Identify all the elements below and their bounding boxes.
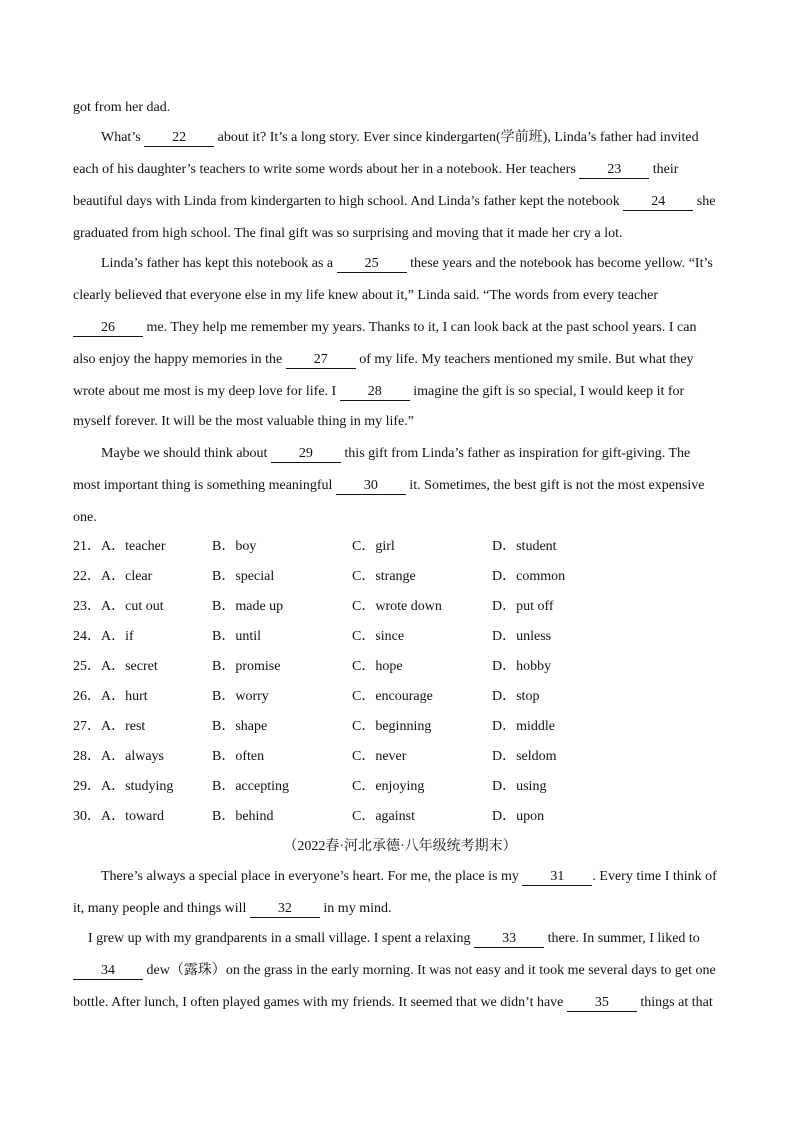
option-d[interactable]: D．stop: [492, 689, 540, 704]
text-segment: these years and the notebook has become yellow. “It’s: [406, 256, 713, 271]
text-line: [73, 900, 391, 918]
option-a[interactable]: A．secret: [101, 659, 158, 674]
option-d[interactable]: D．using: [492, 779, 547, 794]
text-line: [73, 287, 658, 305]
text-line: [73, 225, 623, 243]
text-segment: it, many people and things will: [73, 901, 250, 916]
option-c[interactable]: C．girl: [352, 539, 395, 554]
option-b[interactable]: B．shape: [212, 719, 268, 734]
blank-34: 34: [73, 963, 143, 980]
text-segment: each of his daughter’s teachers to write some words about her in a notebook. Her teachers: [73, 162, 580, 177]
text-segment: wrote about me most is my deep love for life. I: [73, 384, 340, 399]
text-line: [73, 161, 678, 179]
question-number: 23．: [73, 599, 101, 614]
option-c[interactable]: C．hope: [352, 659, 403, 674]
blank-22: 22: [144, 130, 214, 147]
exam-source: （2022春·河北承德·八年级统考期末）: [283, 839, 517, 854]
text-line: [101, 129, 699, 147]
blank-27: 27: [286, 352, 356, 369]
question-number: 27．: [73, 719, 101, 734]
option-d[interactable]: D．student: [492, 539, 557, 554]
blank-29: 29: [271, 446, 341, 463]
option-b[interactable]: B．often: [212, 749, 265, 764]
option-b[interactable]: B．special: [212, 569, 275, 584]
text-segment: one.: [73, 510, 97, 525]
option-c[interactable]: C．beginning: [352, 719, 432, 734]
text-line: [73, 962, 716, 980]
option-b[interactable]: B．boy: [212, 539, 257, 554]
option-b[interactable]: B．made up: [212, 599, 284, 614]
blank-32: 32: [250, 901, 320, 918]
option-a[interactable]: A．clear: [101, 569, 153, 584]
blank-33: 33: [474, 931, 544, 948]
text-segment: bottle. After lunch, I often played games with my friends. It seemed that we didn’t have: [73, 995, 567, 1010]
option-b[interactable]: B．behind: [212, 809, 274, 824]
option-b[interactable]: B．worry: [212, 689, 269, 704]
option-c[interactable]: C．encourage: [352, 689, 433, 704]
text-segment: this gift from Linda’s father as inspiration for gift-giving. The: [340, 446, 691, 461]
option-c[interactable]: C．enjoying: [352, 779, 425, 794]
option-c[interactable]: C．since: [352, 629, 405, 644]
text-line: [73, 99, 170, 117]
blank-23: 23: [579, 162, 649, 179]
text-line: [73, 351, 694, 369]
text-segment: there. In summer, I liked to: [544, 931, 700, 946]
option-d[interactable]: D．seldom: [492, 749, 557, 764]
option-d[interactable]: D．common: [492, 569, 566, 584]
option-b[interactable]: B．accepting: [212, 779, 289, 794]
option-a[interactable]: A．teacher: [101, 539, 166, 554]
text-line: [73, 383, 684, 401]
option-a[interactable]: A．studying: [101, 779, 174, 794]
text-segment: things at that: [636, 995, 713, 1010]
text-segment: beautiful days with Linda from kindergarten to high school. And Linda’s father kept the notebook: [73, 194, 624, 209]
option-c[interactable]: C．strange: [352, 569, 416, 584]
option-c[interactable]: C．against: [352, 809, 415, 824]
text-segment: it. Sometimes, the best gift is not the most expensive: [405, 478, 705, 493]
text-segment: of my life. My teachers mentioned my smile. But what they: [355, 352, 694, 367]
question-number: 22．: [73, 569, 101, 584]
text-line: [73, 477, 705, 495]
option-d[interactable]: D．upon: [492, 809, 545, 824]
option-d[interactable]: D．put off: [492, 599, 554, 614]
text-segment: also enjoy the happy memories in the: [73, 352, 286, 367]
blank-35: 35: [567, 995, 637, 1012]
blank-31: 31: [522, 869, 592, 886]
option-a[interactable]: A．hurt: [101, 689, 148, 704]
text-segment: I grew up with my grandparents in a small village. I spent a relaxing: [88, 931, 475, 946]
text-segment: their: [649, 162, 679, 177]
option-a[interactable]: A．toward: [101, 809, 164, 824]
option-a[interactable]: A．rest: [101, 719, 146, 734]
option-a[interactable]: A．cut out: [101, 599, 164, 614]
text-segment: she: [693, 194, 716, 209]
text-segment: Maybe we should think about: [101, 446, 271, 461]
blank-26: 26: [73, 320, 143, 337]
option-c[interactable]: C．never: [352, 749, 407, 764]
question-number: 25．: [73, 659, 101, 674]
text-segment: What’s: [101, 130, 145, 145]
text-segment: . Every time I think of: [592, 869, 717, 884]
blank-28: 28: [340, 384, 410, 401]
text-line: [73, 413, 414, 431]
question-number: 24．: [73, 629, 101, 644]
text-line: [73, 509, 97, 527]
text-segment: imagine the gift is so special, I would keep it for: [409, 384, 685, 399]
text-line: [73, 193, 715, 211]
option-a[interactable]: A．if: [101, 629, 134, 644]
question-number: 26．: [73, 689, 101, 704]
text-line: [73, 994, 713, 1012]
text-line: [101, 255, 713, 273]
option-d[interactable]: D．middle: [492, 719, 555, 734]
text-segment: dew（露珠）on the grass in the early morning. It was not easy and it took me several days to get one: [143, 963, 716, 978]
text-line: [101, 868, 717, 886]
question-number: 29．: [73, 779, 101, 794]
blank-24: 24: [623, 194, 693, 211]
text-line: [88, 930, 700, 948]
text-segment: clearly believed that everyone else in my life knew about it,” Linda said. “The words from every teacher: [73, 288, 659, 303]
text-segment: got from her dad.: [73, 100, 171, 115]
option-b[interactable]: B．until: [212, 629, 262, 644]
option-d[interactable]: D．hobby: [492, 659, 552, 674]
text-segment: There’s always a special place in everyone’s heart. For me, the place is my: [101, 869, 523, 884]
text-segment: myself forever. It will be the most valuable thing in my life.”: [73, 414, 414, 429]
text-segment: Linda’s father has kept this notebook as a: [101, 256, 337, 271]
blank-25: 25: [337, 256, 407, 273]
text-segment: about it? It’s a long story. Ever since kindergarten(学前班), Linda’s father had invited: [214, 130, 699, 145]
text-segment: most important thing is something meaningful: [73, 478, 336, 493]
option-c[interactable]: C．wrote down: [352, 599, 442, 614]
question-number: 28．: [73, 749, 101, 764]
text-line: [101, 445, 690, 463]
text-line: [73, 319, 696, 337]
question-number: 30．: [73, 809, 101, 824]
option-d[interactable]: D．unless: [492, 629, 552, 644]
text-segment: in my mind.: [319, 901, 392, 916]
question-number: 21．: [73, 539, 101, 554]
text-segment: me. They help me remember my years. Thanks to it, I can look back at the past school years. I can: [143, 320, 697, 335]
text-segment: graduated from high school. The final gift was so surprising and moving that it made her cry a lot.: [73, 226, 623, 241]
option-a[interactable]: A．always: [101, 749, 164, 764]
blank-30: 30: [336, 478, 406, 495]
option-b[interactable]: B．promise: [212, 659, 281, 674]
